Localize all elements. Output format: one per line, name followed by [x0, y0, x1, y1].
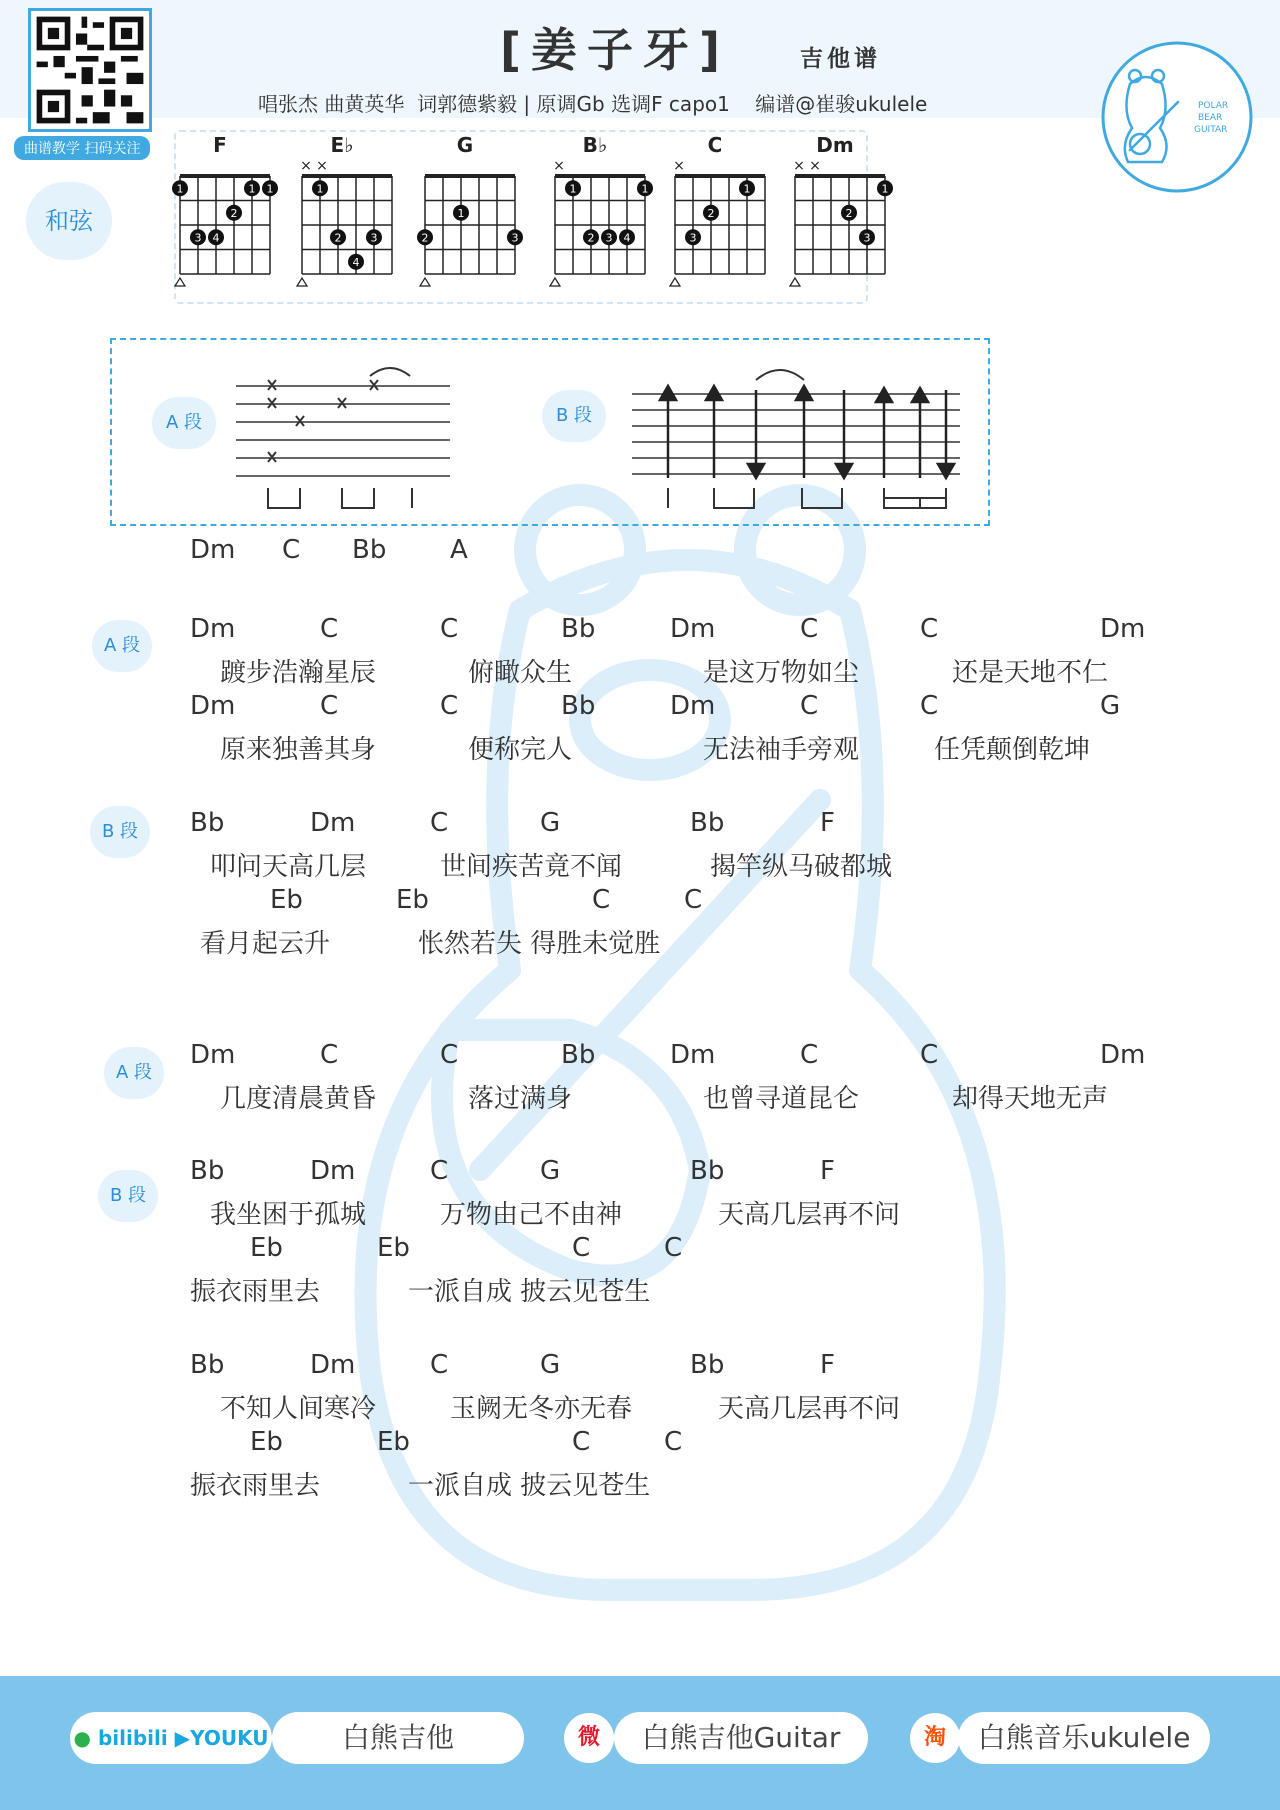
- qr-icon: [31, 11, 149, 129]
- finger-number: 1: [266, 182, 274, 196]
- song-credits: 唱张杰 曲黄英华 词郭德紫毅 | 原调Gb 选调F capo1 编谱@崔骏ukulele: [258, 92, 928, 116]
- chord-name: B♭: [582, 133, 608, 157]
- finger-number: 1: [248, 182, 256, 196]
- chord: Eb: [377, 1233, 410, 1263]
- intro-chord: Bb: [352, 535, 387, 565]
- intro-chord: Dm: [190, 535, 236, 565]
- lyric: 便称完人: [468, 735, 573, 765]
- finger-number: 1: [316, 182, 324, 196]
- wechat-icon: ●: [73, 1726, 91, 1750]
- chord: Bb: [190, 1156, 225, 1186]
- finger-number: 4: [623, 231, 631, 245]
- lyric: 世间疾苦竟不闻: [440, 852, 623, 882]
- intro-chord: A: [450, 535, 468, 565]
- lyric: 怅然若失 得胜未觉胜: [418, 929, 661, 959]
- chord: Dm: [310, 1156, 356, 1186]
- chord: C: [430, 808, 449, 838]
- chord: Dm: [670, 691, 716, 721]
- chord: C: [920, 691, 939, 721]
- weibo-name-pill[interactable]: 白熊吉他Guitar: [614, 1712, 868, 1764]
- chord: Bb: [690, 1350, 725, 1380]
- taobao-name-pill[interactable]: 白熊音乐ukulele: [958, 1712, 1210, 1764]
- chord: Bb: [190, 1350, 225, 1380]
- chord: Dm: [670, 614, 716, 644]
- lyric-row: [0, 652, 1280, 692]
- logo-text-1: POLAR: [1198, 101, 1229, 111]
- root-marker: [297, 278, 307, 286]
- finger-number: 3: [370, 231, 378, 245]
- chord: F: [820, 808, 835, 838]
- mute-mark: ×: [793, 158, 805, 174]
- chord: C: [430, 1156, 449, 1186]
- video-platforms: bilibili ▶YOUKU: [97, 1726, 269, 1750]
- lyric: 振衣雨里去: [190, 1277, 321, 1307]
- chord: C: [920, 1040, 939, 1070]
- finger-number: 1: [569, 182, 577, 196]
- lyric: 天高几层再不问: [718, 1200, 901, 1230]
- qr-code[interactable]: [28, 8, 152, 132]
- chord-row: [0, 1350, 1280, 1390]
- lyric-row: [0, 1194, 1280, 1234]
- lyric: 看月起云升: [200, 929, 331, 959]
- finger-number: 3: [605, 231, 613, 245]
- lyric-row: [0, 846, 1280, 886]
- weibo-icon[interactable]: 微: [564, 1713, 614, 1763]
- mute-mark: ×: [300, 158, 312, 174]
- chord-diagram-0: [172, 133, 278, 286]
- chord: C: [440, 614, 459, 644]
- section-label-b: B 段: [90, 806, 150, 858]
- finger-number: 1: [881, 182, 889, 196]
- chord: Bb: [690, 1156, 725, 1186]
- intro-chord-row: [0, 535, 1280, 575]
- chord: G: [540, 808, 561, 838]
- chord-row: [0, 885, 1280, 925]
- finger-number: 2: [334, 231, 342, 245]
- chord: C: [664, 1233, 683, 1263]
- chord: Dm: [190, 691, 236, 721]
- chord: C: [572, 1233, 591, 1263]
- chord: C: [800, 1040, 819, 1070]
- taobao-icon[interactable]: 淘: [910, 1713, 960, 1763]
- chord: Bb: [561, 614, 596, 644]
- finger-number: 4: [352, 255, 360, 269]
- lyric-row: [0, 1078, 1280, 1118]
- lyric: 踱步浩瀚星辰: [220, 658, 377, 688]
- chord-row: [0, 1040, 1280, 1080]
- chord: Dm: [310, 1350, 356, 1380]
- lyric-row: [0, 1271, 1280, 1311]
- lyric-row: [0, 1388, 1280, 1428]
- chord: Eb: [250, 1233, 283, 1263]
- logo-text-2: BEAR: [1198, 113, 1223, 123]
- lyric: 落过满身: [468, 1084, 573, 1114]
- lyric: 却得天地无声: [952, 1084, 1109, 1114]
- song-title: [姜子牙]: [500, 23, 731, 77]
- chord: G: [540, 1156, 561, 1186]
- chord-name: F: [213, 133, 227, 157]
- chord: C: [440, 691, 459, 721]
- lyric: 是这万物如尘: [703, 658, 860, 688]
- root-marker: [550, 278, 560, 286]
- section-label-a: A 段: [104, 1047, 164, 1099]
- finger-number: 3: [863, 231, 871, 245]
- chord: Dm: [190, 1040, 236, 1070]
- chord-row: [0, 808, 1280, 848]
- chord-row: [0, 691, 1280, 731]
- chord: Eb: [250, 1427, 283, 1457]
- lyric: 天高几层再不问: [718, 1394, 901, 1424]
- chord-diagram-2: [417, 133, 523, 286]
- lyric: 还是天地不仁: [952, 658, 1109, 688]
- qr-caption: 曲谱教学 扫码关注: [14, 136, 150, 160]
- root-marker: [790, 278, 800, 286]
- chord: Bb: [561, 1040, 596, 1070]
- lyric: 万物由己不由神: [440, 1200, 623, 1230]
- chord: F: [820, 1156, 835, 1186]
- channel-name-pill[interactable]: 白熊吉他: [272, 1712, 524, 1764]
- chord: Dm: [670, 1040, 716, 1070]
- root-marker: [175, 278, 185, 286]
- chord-row: [0, 1156, 1280, 1196]
- finger-number: 3: [689, 231, 697, 245]
- mute-mark: ×: [809, 158, 821, 174]
- lyric-row: [0, 923, 1280, 963]
- video-platform-badge[interactable]: [70, 1712, 272, 1764]
- lyric: 几度清晨黄昏: [220, 1084, 377, 1114]
- pattern-label-b: B 段: [542, 390, 606, 442]
- chord-diagram-5: [790, 133, 893, 286]
- lyric: 俯瞰众生: [468, 658, 573, 688]
- chord: Bb: [561, 691, 596, 721]
- root-marker: [420, 278, 430, 286]
- chord: Eb: [396, 885, 429, 915]
- finger-number: 2: [845, 206, 853, 220]
- lyric: 一派自成 披云见苍生: [408, 1277, 651, 1307]
- finger-number: 2: [230, 206, 238, 220]
- chord-diagram-4: [670, 133, 765, 286]
- chord: G: [1100, 691, 1121, 721]
- lyric-row: [0, 1465, 1280, 1505]
- chord: C: [430, 1350, 449, 1380]
- lyric: 一派自成 披云见苍生: [408, 1471, 651, 1501]
- lyric: 也曾寻道昆仑: [703, 1084, 860, 1114]
- section-label-a: A 段: [92, 620, 152, 672]
- chord: Dm: [1100, 614, 1146, 644]
- chord: C: [320, 1040, 339, 1070]
- sheet-type: 吉他谱: [800, 46, 881, 72]
- lyric: 玉阙无冬亦无春: [450, 1394, 633, 1424]
- intro-chord: C: [282, 535, 301, 565]
- chord-diagram-3: [550, 133, 653, 286]
- lyric: 原来独善其身: [220, 735, 377, 765]
- chord-row: [0, 1427, 1280, 1467]
- lyric: 不知人间寒冷: [220, 1394, 377, 1424]
- chord: C: [320, 691, 339, 721]
- pattern-b-tab: [630, 360, 970, 520]
- chord: C: [664, 1427, 683, 1457]
- chord: C: [320, 614, 339, 644]
- finger-number: 1: [457, 206, 465, 220]
- finger-number: 3: [511, 231, 519, 245]
- mute-mark: ×: [553, 158, 565, 174]
- chords-tag: 和弦: [26, 182, 112, 260]
- section-label-b: B 段: [98, 1170, 158, 1222]
- chord: Dm: [190, 614, 236, 644]
- chord-name: E♭: [330, 133, 354, 157]
- logo-text-3: GUITAR: [1194, 125, 1228, 135]
- lyric: 揭竿纵马破都城: [710, 852, 893, 882]
- chord-row: [0, 1233, 1280, 1273]
- pattern-a-tab: [230, 360, 460, 515]
- chord: Bb: [190, 808, 225, 838]
- lyric: 我坐困于孤城: [210, 1200, 367, 1230]
- chord: C: [920, 614, 939, 644]
- chord-name: C: [707, 133, 723, 157]
- chord-row: [0, 614, 1280, 654]
- chord: C: [592, 885, 611, 915]
- chord: C: [800, 614, 819, 644]
- chord: Dm: [310, 808, 356, 838]
- chord: C: [800, 691, 819, 721]
- chord: Bb: [690, 808, 725, 838]
- pattern-label-a: A 段: [152, 397, 216, 449]
- root-marker: [670, 278, 680, 286]
- chord: C: [572, 1427, 591, 1457]
- finger-number: 1: [641, 182, 649, 196]
- chord: Eb: [377, 1427, 410, 1457]
- chord: G: [540, 1350, 561, 1380]
- chord-name: Dm: [816, 133, 854, 157]
- chord-diagrams: [170, 132, 910, 292]
- mute-mark: ×: [673, 158, 685, 174]
- polar-bear-logo: [1100, 40, 1254, 194]
- chord-diagram-1: [297, 133, 392, 286]
- chord: F: [820, 1350, 835, 1380]
- finger-number: 2: [421, 231, 429, 245]
- chord: C: [684, 885, 703, 915]
- chord: Eb: [270, 885, 303, 915]
- finger-number: 1: [176, 182, 184, 196]
- finger-number: 2: [587, 231, 595, 245]
- mute-mark: ×: [316, 158, 328, 174]
- chord: Dm: [1100, 1040, 1146, 1070]
- chord-name: G: [456, 133, 474, 157]
- lyric: 振衣雨里去: [190, 1471, 321, 1501]
- chord: C: [440, 1040, 459, 1070]
- lyric: 无法袖手旁观: [703, 735, 860, 765]
- finger-number: 1: [743, 182, 751, 196]
- finger-number: 2: [707, 206, 715, 220]
- lyric: 任凭颠倒乾坤: [934, 735, 1091, 765]
- finger-number: 3: [194, 231, 202, 245]
- lyric-row: [0, 729, 1280, 769]
- finger-number: 4: [212, 231, 220, 245]
- lyric: 叩问天高几层: [210, 852, 367, 882]
